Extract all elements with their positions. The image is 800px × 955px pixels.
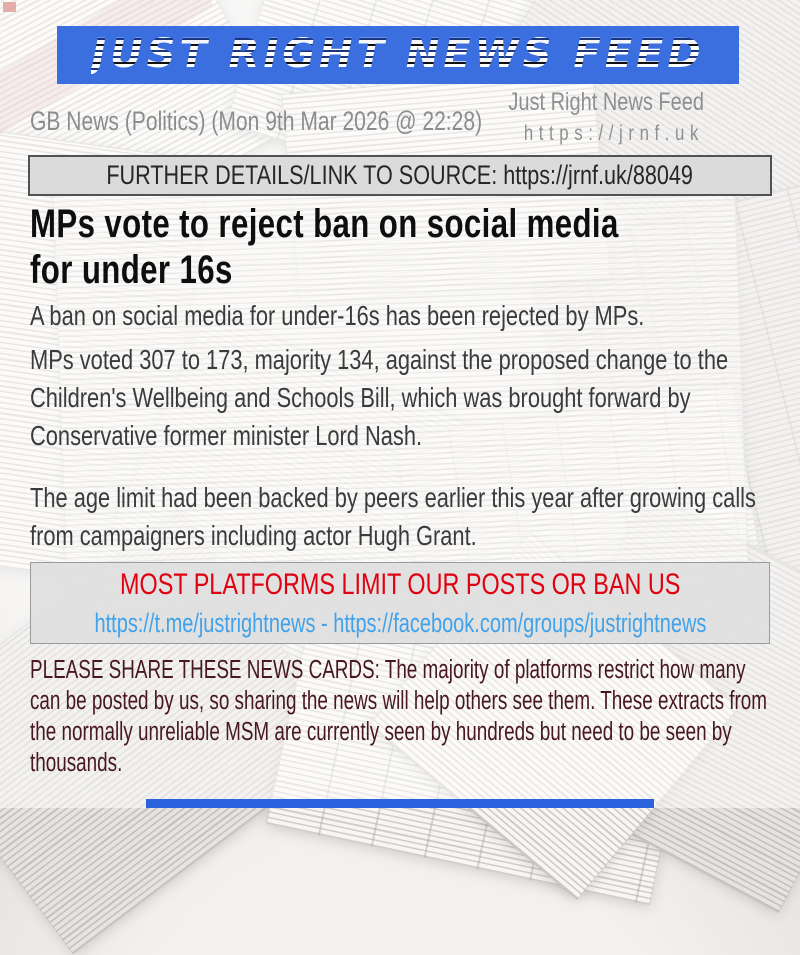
- platform-warning-text: MOST PLATFORMS LIMIT OUR POSTS OR BAN US: [119, 567, 681, 601]
- article-paragraph: A ban on social media for under-16s has been rejected by MPs.: [30, 300, 645, 331]
- brand-banner: [57, 26, 739, 84]
- brand-banner-title: JUST RIGHT NEWS FEED: [91, 31, 705, 77]
- source-and-timestamp: GB News (Politics) (Mon 9th Mar 2026 @ 22:28): [30, 106, 483, 136]
- brand-name: Just Right News Feed: [508, 88, 704, 116]
- article-paragraph: The age limit had been backed by peers earlier this year after growing calls from campaigners including actor Hugh Grant.: [30, 482, 756, 551]
- brand-block: [368, 88, 704, 149]
- article-paragraph: MPs voted 307 to 173, majority 134, against the proposed change to the Children's Wellbeing and Schools Bill, which was brought forward by Conservative former minister Lord Nash.: [30, 344, 729, 451]
- social-links[interactable]: https://t.me/justrightnews - https://facebook.com/groups/justrightnews: [94, 607, 706, 638]
- headline-line-2: for under 16s: [30, 248, 233, 292]
- source-link-bar[interactable]: [28, 155, 772, 196]
- share-request-note: PLEASE SHARE THESE NEWS CARDS: The majority of platforms restrict how many can be posted by us, so sharing the news will help others see them. These extracts from the normally unreliable MSM are currently seen by hundreds but need to be seen by thousands.: [30, 656, 768, 777]
- source-link-text[interactable]: FURTHER DETAILS/LINK TO SOURCE: https://jrnf.uk/88049: [106, 160, 694, 190]
- article-headline: [30, 201, 769, 293]
- headline-line-1: MPs vote to reject ban on social media: [30, 202, 619, 246]
- platform-warning-box: [30, 562, 770, 644]
- brand-url-link[interactable]: https://jrnf.uk: [523, 122, 704, 145]
